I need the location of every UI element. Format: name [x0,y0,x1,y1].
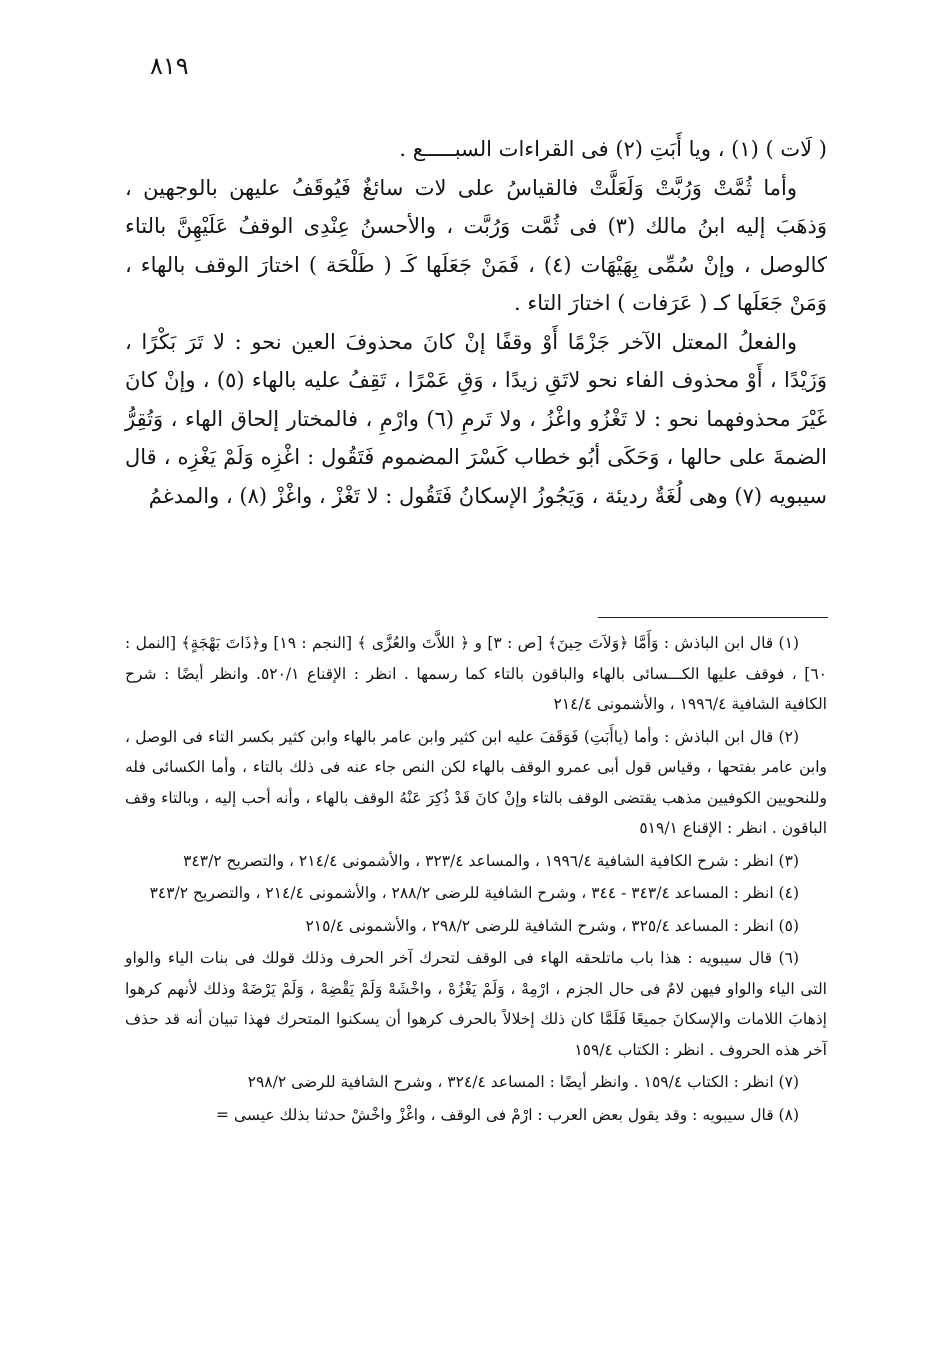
footnote-8: (٨) قال سيبويه : وقد يقول بعض العرب : ارْمْ فى الوقف ، واغْزْ واخْشْ حدثنا بذلك عيسى = [216,1105,799,1124]
footnote-2: (٢) قال ابن الباذش : وأما (ياأَبَتِ) فَوَقَفَ عليه ابن كثير وابن عامر بالهاء وابن كثير بكسر التاء فى الوصل ، وابن عامر بفتحها ، وقياس قول أبى عمرو الوقف بالهاء لكن النص جاء عنه فى ذلك بالتاء ، وأما الكسائى فله وللنحويين الكوفيين مذهب يقتضى الوقف بالتاء وإنْ كانَ قَدْ ذُكِرَ عَنْهُ الوقف بالهاء ، وأنه أحب إليه ، وبالتاء وقف الباقون . انظر : الإقناع ٥١٩/١ [125,727,827,837]
page-number: ٨١٩ [150,52,189,80]
main-paragraph: ( لَات ) (١) ، ويا أَبَتِ (٢) فى القراءات السبـــــع . [399,137,827,161]
footnote-6: (٦) قال سيبويه : هذا باب ماتلحقه الهاء فى الوقف لتحرك آخر الحرف وذلك قولك فى بنات الياء والواو التى الياء والواو فيهن لامٌ فى حال الجزم ، ارْمِهْ ، وَلَمْ يَغْزُهْ ، واخْشَهْ وَلَمْ يَقْضِهْ ، وَلَمْ يَرْضَهْ وذلك لأنهم كرهوا إذهابَ اللامات والإسكانَ جميعًا فَلَمَّا كان ذلك إخلالاً بالحرف كرهوا أن يسكنوا المتحرك فهذا تبيان أنه قد حذف آخر هذه الحروف . انظر : الكتاب ١٥٩/٤ [125,949,827,1059]
footnote-1: (١) قال ابن الباذش : وَأَمَّا ﴿وَلاَتَ حِينَ﴾ [ص : ٣] و ﴿ اللاَّتَ والعُزَّى ﴾ [النجم : ١٩] و﴿ذَاتَ بَهْجَةٍ﴾ [النمل : ٦٠] ، فوقف عليها الكـــسائى بالهاء والباقون بالتاء كما رسمها . انظر : الإقناع ٥٢٠/١. وانظر أيضًا : شرح الكافية الشافية ١٩٩٦/٤ ، والأشمونى ٢١٤/٤ [125,634,827,713]
footnote-separator [598,617,828,618]
main-text [125,130,827,515]
footnote-5: (٥) انظر : المساعد ٣٢٥/٤ ، وشرح الشافية للرضى ٢٩٨/٢ ، والأشمونى ٢١٥/٤ [305,916,799,935]
footnotes [125,628,827,1132]
main-paragraph: والفعلُ المعتل الآخر جَزْمًا أَوْ وقفًا إنْ كانَ محذوفَ العين نحو : لا تَرَ بَكْرًا ، وَزَيْدًا ، أَوْ محذوف الفاء نحو لاتَقِ زيدًا ، وَقِ عَمْرًا ، تَقِفُ عليه بالهاء (٥) ، وإنْ كانَ غَيْرَ محذوفهما نحو : لا تَغْزُو واغْزُ ، ولا تَرمِ (٦) وارْمِ ، فالمختار إلحاق الهاء ، وَتُقِرُّ الضمةَ على حالها ، وَحَكَى أبُو خطاب كَسْرَ المضموم فَتَقُول : اغْزِه وَلَمْ يَغْزِه ، قال سيبويه (٧) وهى لُغَةٌ رديئة ، وَيَجُوزُ الإسكانُ فَتَقُول : لا تَغْزْ ، واغْزْ (٨) ، والمدغمُ [125,329,827,508]
footnote-4: (٤) انظر : المساعد ٣٤٣/٤ - ٣٤٤ ، وشرح الشافية للرضى ٢٨٨/٢ ، والأشمونى ٢١٤/٤ ، والتصريح ٣٤٣/٢ [149,884,799,902]
footnote-3: (٣) انظر : شرح الكافية الشافية ١٩٩٦/٤ ، والمساعد ٣٢٣/٤ ، والأشمونى ٢١٤/٤ ، والتصريح ٣٤٣/٢ [183,851,799,870]
footnote-7: (٧) انظر : الكتاب ١٥٩/٤ . وانظر أيضًا : المساعد ٣٢٤/٤ ، وشرح الشافية للرضى ٢٩٨/٢ [247,1073,799,1091]
main-paragraph: وأما ثُمَّتْ وَرُبَّتْ وَلَعَلَّتْ فالقياسُ على لات سائغٌ فَيُوقَفُ عليهن بالوجهين ، وَذهَبَ إليه ابنُ مالك (٣) فى ثُمَّت وَرُبَّت ، والأحسنُ عِنْدِى الوقفُ عَلَيْهِنَّ بالتاء كالوصل ، وإنْ سُمِّى بِهَيْهَات (٤) ، فَمَنْ جَعَلَها كَـ ( طَلْحَة ) اختارَ الوقف بالهاء ، وَمَنْ جَعَلَها كـ ( عَرَفات ) اختارَ التاء . [125,175,827,315]
